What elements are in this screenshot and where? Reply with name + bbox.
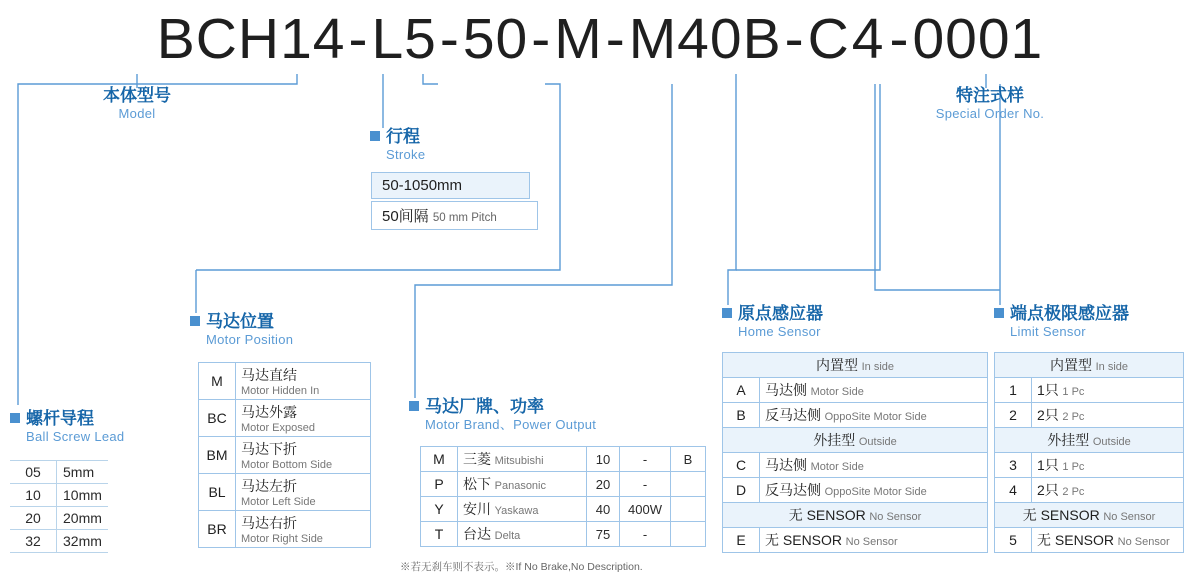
brake-code: B bbox=[671, 447, 706, 472]
limit-key: 4 bbox=[995, 478, 1032, 503]
section-ballscrew-title-en: Ball Screw Lead bbox=[26, 429, 125, 444]
home-group-none bbox=[723, 503, 988, 528]
motorpos-cn: 马达外露 bbox=[241, 404, 297, 420]
limit-cn: 2只 bbox=[1037, 407, 1059, 423]
pn-sep-6: - bbox=[889, 7, 910, 71]
table-row bbox=[421, 522, 706, 547]
home-cn: 马达侧 bbox=[765, 457, 807, 473]
home-none-cn: 无 SENSOR bbox=[788, 507, 866, 523]
section-special-title-en: Special Order No. bbox=[935, 106, 1045, 121]
table-row-group-outside bbox=[723, 428, 988, 453]
section-motorpos-title-en: Motor Position bbox=[206, 332, 294, 347]
section-motorbrand-title-en: Motor Brand、Power Output bbox=[425, 417, 597, 432]
pn-seg-motorpos: M bbox=[554, 7, 603, 71]
table-row bbox=[421, 472, 706, 497]
section-motorbrand-heading bbox=[409, 397, 596, 433]
bullet-square-icon bbox=[190, 316, 200, 326]
bullet-square-icon bbox=[409, 401, 419, 411]
power-value: 400W bbox=[620, 497, 671, 522]
motorpos-desc bbox=[236, 511, 371, 548]
table-row-group-none bbox=[723, 503, 988, 528]
limit-desc bbox=[1032, 528, 1184, 553]
home-desc bbox=[760, 453, 988, 478]
brand-cn: 安川 bbox=[463, 501, 491, 517]
home-en: Motor Side bbox=[810, 386, 864, 398]
limit-en: 1 Pc bbox=[1062, 386, 1085, 398]
ballscrew-table bbox=[10, 460, 108, 553]
home-cn: 无 SENSOR bbox=[765, 532, 843, 548]
table-row bbox=[199, 511, 371, 548]
table-row bbox=[723, 478, 988, 503]
pn-sep-2: - bbox=[439, 7, 460, 71]
limit-cn-text: 端点极限感应器 bbox=[1010, 304, 1129, 323]
brand-en: Mitsubishi bbox=[494, 455, 544, 467]
ballscrew-key: 32 bbox=[10, 530, 57, 553]
brand-en: Delta bbox=[494, 530, 521, 542]
motorpos-key: BM bbox=[199, 437, 236, 474]
pn-seg-motorbrand: M40B bbox=[628, 7, 782, 71]
limit-cn: 1只 bbox=[1037, 457, 1059, 473]
motorpos-en: Motor Bottom Side bbox=[241, 459, 333, 471]
brand-key: T bbox=[421, 522, 458, 547]
home-outside-en: Outside bbox=[858, 436, 897, 448]
pn-sep-1: - bbox=[348, 7, 369, 71]
limit-desc bbox=[1032, 453, 1184, 478]
table-row-group-inside bbox=[723, 353, 988, 378]
power-code: 10 bbox=[587, 447, 620, 472]
motorpos-desc bbox=[236, 400, 371, 437]
pn-seg-home: C bbox=[807, 7, 850, 71]
table-row bbox=[10, 461, 108, 484]
section-model-heading bbox=[62, 86, 212, 122]
motorpos-cn: 马达直结 bbox=[241, 367, 297, 383]
table-row bbox=[995, 453, 1184, 478]
ballscrew-key: 10 bbox=[10, 484, 57, 507]
limit-none-cn: 无 SENSOR bbox=[1022, 507, 1100, 523]
brand-name bbox=[458, 472, 587, 497]
table-row bbox=[995, 478, 1184, 503]
section-special-title-cn: 特注式样 bbox=[956, 86, 1024, 105]
section-ballscrew-title-cn bbox=[10, 409, 124, 429]
home-desc bbox=[760, 478, 988, 503]
table-row bbox=[995, 528, 1184, 553]
home-inside-cn: 内置型 bbox=[815, 357, 858, 373]
brand-name bbox=[458, 522, 587, 547]
limit-group-inside bbox=[995, 353, 1184, 378]
home-cn: 马达侧 bbox=[765, 382, 807, 398]
limit-cn: 1只 bbox=[1037, 382, 1059, 398]
motorbrand-cn-text: 马达厂牌、功率 bbox=[425, 397, 544, 416]
limit-key: 1 bbox=[995, 378, 1032, 403]
brand-name bbox=[458, 447, 587, 472]
power-value: - bbox=[620, 447, 671, 472]
motorpos-cn: 马达下折 bbox=[241, 441, 297, 457]
section-limit-title-cn bbox=[994, 304, 1129, 324]
table-row bbox=[10, 530, 108, 553]
home-cn-text: 原点感应器 bbox=[738, 304, 823, 323]
motorpos-en: Motor Exposed bbox=[241, 422, 315, 434]
pn-seg-special: 0001 bbox=[912, 7, 1044, 71]
ballscrew-value: 32mm bbox=[57, 530, 108, 553]
table-row-group-outside bbox=[995, 428, 1184, 453]
home-none-en: No Sensor bbox=[869, 511, 922, 523]
pn-sep-5: - bbox=[784, 7, 805, 71]
limit-inside-cn: 内置型 bbox=[1049, 357, 1092, 373]
stroke-range-text: 50-1050mm bbox=[382, 177, 463, 194]
section-motorpos-heading bbox=[190, 312, 293, 348]
table-row bbox=[421, 497, 706, 522]
ballscrew-value: 10mm bbox=[57, 484, 108, 507]
section-motorpos-title-cn bbox=[190, 312, 293, 332]
ballscrew-value: 20mm bbox=[57, 507, 108, 530]
ballscrew-cn-text: 螺杆导程 bbox=[26, 409, 94, 428]
table-row-group-none bbox=[995, 503, 1184, 528]
motorpos-desc bbox=[236, 474, 371, 511]
power-code: 20 bbox=[587, 472, 620, 497]
table-row bbox=[421, 447, 706, 472]
home-key: E bbox=[723, 528, 760, 553]
stroke-pitch-cn: 50间隔 bbox=[382, 208, 429, 225]
stroke-pitch-en: 50 mm Pitch bbox=[432, 212, 497, 224]
home-en: OppoSite Motor Side bbox=[824, 486, 927, 498]
power-code: 75 bbox=[587, 522, 620, 547]
limit-group-none bbox=[995, 503, 1184, 528]
brand-key: P bbox=[421, 472, 458, 497]
pn-seg-lead: L5 bbox=[371, 7, 437, 71]
section-home-heading bbox=[722, 304, 823, 340]
bullet-square-icon bbox=[370, 131, 380, 141]
table-row bbox=[199, 474, 371, 511]
limit-desc bbox=[1032, 403, 1184, 428]
bullet-square-icon bbox=[722, 308, 732, 318]
limit-cn: 无 SENSOR bbox=[1037, 532, 1115, 548]
section-limit-title-en: Limit Sensor bbox=[1010, 324, 1086, 339]
home-key: D bbox=[723, 478, 760, 503]
brand-cn: 三菱 bbox=[463, 451, 491, 467]
part-number bbox=[0, 6, 1200, 72]
motorpos-key: BL bbox=[199, 474, 236, 511]
pn-sep-3: - bbox=[531, 7, 552, 71]
power-value: - bbox=[620, 522, 671, 547]
motorpos-cn-text: 马达位置 bbox=[206, 312, 274, 331]
motorpos-en: Motor Left Side bbox=[241, 496, 316, 508]
home-desc bbox=[760, 378, 988, 403]
table-row bbox=[10, 484, 108, 507]
section-model-title-cn: 本体型号 bbox=[103, 86, 171, 105]
stroke-pitch-box bbox=[371, 201, 538, 230]
bullet-square-icon bbox=[994, 308, 1004, 318]
home-key: C bbox=[723, 453, 760, 478]
limit-key: 3 bbox=[995, 453, 1032, 478]
section-special-heading bbox=[905, 86, 1075, 122]
motorpos-cn: 马达右折 bbox=[241, 515, 297, 531]
limit-outside-cn: 外挂型 bbox=[1047, 432, 1090, 448]
table-row bbox=[995, 403, 1184, 428]
limit-sensor-table bbox=[994, 352, 1184, 553]
limit-en: 2 Pc bbox=[1062, 411, 1085, 423]
brand-cn: 台达 bbox=[463, 526, 491, 542]
motorpos-key: BC bbox=[199, 400, 236, 437]
home-desc bbox=[760, 403, 988, 428]
home-en: OppoSite Motor Side bbox=[824, 411, 927, 423]
motorpos-en: Motor Right Side bbox=[241, 533, 323, 545]
motorpos-key: M bbox=[199, 363, 236, 400]
table-row bbox=[10, 507, 108, 530]
brake-code bbox=[671, 522, 706, 547]
brand-key: M bbox=[421, 447, 458, 472]
section-stroke-title-en: Stroke bbox=[386, 147, 426, 162]
home-inside-en: In side bbox=[861, 361, 895, 373]
pn-seg-model: BCH14 bbox=[156, 7, 346, 71]
home-sensor-table bbox=[722, 352, 988, 553]
home-desc bbox=[760, 528, 988, 553]
motorpos-key: BR bbox=[199, 511, 236, 548]
home-key: B bbox=[723, 403, 760, 428]
section-motorbrand-title-cn bbox=[409, 397, 596, 417]
limit-key: 2 bbox=[995, 403, 1032, 428]
brand-name bbox=[458, 497, 587, 522]
ballscrew-key: 05 bbox=[10, 461, 57, 484]
limit-inside-en: In side bbox=[1095, 361, 1129, 373]
table-row bbox=[723, 528, 988, 553]
limit-en: No Sensor bbox=[1117, 536, 1170, 548]
brand-cn: 松下 bbox=[463, 476, 491, 492]
limit-group-outside bbox=[995, 428, 1184, 453]
pn-seg-limit: 4 bbox=[851, 7, 885, 71]
table-row-group-inside bbox=[995, 353, 1184, 378]
limit-key: 5 bbox=[995, 528, 1032, 553]
home-en: No Sensor bbox=[845, 536, 898, 548]
section-stroke-title-cn bbox=[370, 127, 425, 147]
section-model-title-en: Model bbox=[118, 106, 156, 121]
limit-en: 1 Pc bbox=[1062, 461, 1085, 473]
stroke-range-box bbox=[371, 172, 530, 199]
limit-none-en: No Sensor bbox=[1103, 511, 1156, 523]
section-limit-heading bbox=[994, 304, 1129, 340]
motor-position-table bbox=[198, 362, 371, 548]
home-en: Motor Side bbox=[810, 461, 864, 473]
motor-brand-table bbox=[420, 446, 706, 547]
home-cn: 反马达侧 bbox=[765, 482, 821, 498]
pn-seg-stroke: 50 bbox=[462, 7, 529, 71]
motorpos-desc bbox=[236, 437, 371, 474]
brand-en: Panasonic bbox=[494, 480, 546, 492]
limit-outside-en: Outside bbox=[1092, 436, 1131, 448]
table-row bbox=[723, 403, 988, 428]
home-key: A bbox=[723, 378, 760, 403]
home-outside-cn: 外挂型 bbox=[813, 432, 856, 448]
power-value: - bbox=[620, 472, 671, 497]
ballscrew-key: 20 bbox=[10, 507, 57, 530]
home-group-inside bbox=[723, 353, 988, 378]
bullet-square-icon bbox=[10, 413, 20, 423]
power-code: 40 bbox=[587, 497, 620, 522]
section-ballscrew-heading bbox=[10, 409, 124, 445]
table-row bbox=[995, 378, 1184, 403]
table-row bbox=[723, 378, 988, 403]
brake-code bbox=[671, 497, 706, 522]
section-stroke-heading bbox=[370, 127, 425, 163]
table-row bbox=[199, 437, 371, 474]
home-cn: 反马达侧 bbox=[765, 407, 821, 423]
limit-desc bbox=[1032, 378, 1184, 403]
table-row bbox=[723, 453, 988, 478]
stroke-cn-text: 行程 bbox=[386, 127, 420, 146]
table-row bbox=[199, 363, 371, 400]
ballscrew-value: 5mm bbox=[57, 461, 108, 484]
brand-key: Y bbox=[421, 497, 458, 522]
limit-desc bbox=[1032, 478, 1184, 503]
home-group-outside bbox=[723, 428, 988, 453]
motorpos-cn: 马达左折 bbox=[241, 478, 297, 494]
motorpos-desc bbox=[236, 363, 371, 400]
limit-en: 2 Pc bbox=[1062, 486, 1085, 498]
brake-code bbox=[671, 472, 706, 497]
limit-cn: 2只 bbox=[1037, 482, 1059, 498]
motor-brand-note: ※若无刹车则不表示。※If No Brake,No Description. bbox=[400, 561, 643, 573]
section-home-title-cn bbox=[722, 304, 823, 324]
pn-sep-4: - bbox=[605, 7, 626, 71]
table-row bbox=[199, 400, 371, 437]
motorpos-en: Motor Hidden In bbox=[241, 385, 320, 397]
brand-en: Yaskawa bbox=[494, 505, 539, 517]
section-home-title-en: Home Sensor bbox=[738, 324, 821, 339]
